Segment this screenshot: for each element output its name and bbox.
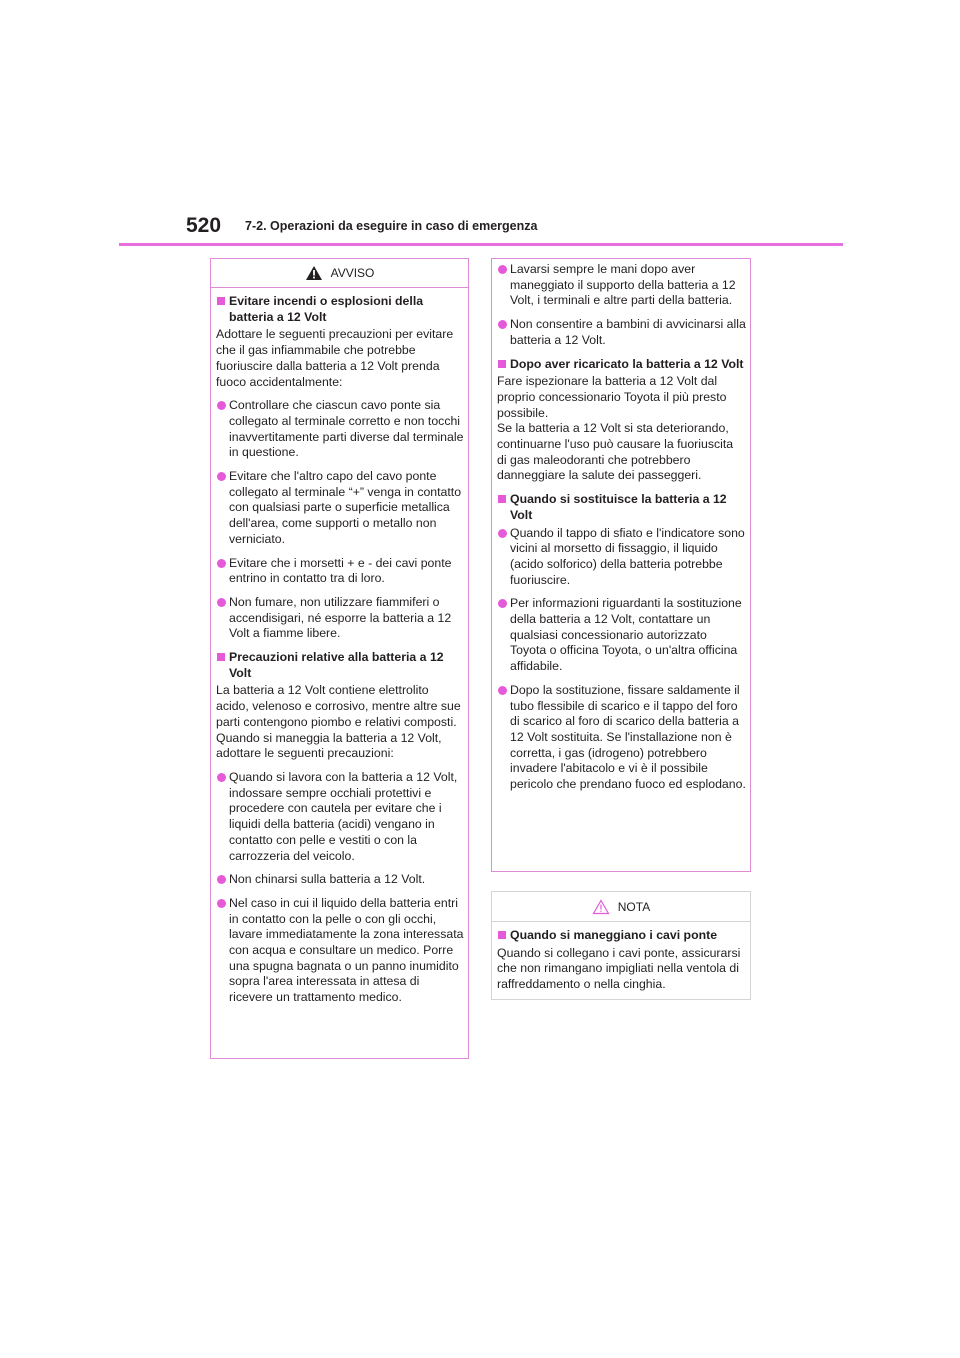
nota-box — [491, 891, 751, 1000]
avviso-left-content — [211, 288, 468, 1006]
bullet-item: Non consentire a bambini di avvicinarsi alla batteria a 12 Volt. — [497, 317, 746, 348]
avviso-box-right — [491, 258, 751, 872]
nota-subhead: Quando si maneggiano i cavi ponte — [497, 928, 746, 944]
warning-triangle-outline-icon — [592, 899, 610, 915]
bullet-item: Per informazioni riguardanti la sostituzione della batteria a 12 Volt, contattare un qualsiasi concessionario autorizzato Toyota o officina Toyota, o un'altra officina affidabile. — [497, 596, 746, 675]
bullet-item: Evitare che i morsetti + e - dei cavi ponte entrino in contatto tra di loro. — [216, 556, 464, 587]
bullet-item: Evitare che l'altro capo del cavo ponte collegato al terminale “+” venga in contatto con qualsiasi parte o superficie metallica dell'area, come supporti o metallo non verniciato. — [216, 469, 464, 548]
paragraph: La batteria a 12 Volt contiene elettrolito acido, velenoso e corrosivo, mentre altre sue parti contengono piombo e relativi composti. Quando si maneggia la batteria a 12 Volt, adottare le seguenti precauzioni: — [216, 683, 461, 761]
bullet-item: Non chinarsi sulla batteria a 12 Volt. — [216, 872, 464, 888]
nota-content — [492, 922, 750, 993]
section-subheading: Precauzioni relative alla batteria a 12 Volt — [216, 650, 464, 681]
avviso-header — [211, 259, 468, 288]
page-number: 520 — [186, 214, 222, 237]
avviso-right-content — [492, 259, 750, 793]
bullet-item: Dopo la sostituzione, fissare saldamente il tubo flessibile di scarico e il tappo del foro di scarico al foro di scarico della batteria a 12 Volt sostituita. Se l'installazione non è corretta, i gas (idrogeno) potrebbero invadere l'abitacolo e vi è il possibile pericolo che prendano fuoco ed esplodano. — [497, 683, 746, 793]
nota-title: NOTA — [617, 899, 651, 914]
header-rule — [119, 243, 843, 246]
bullet-item: Nel caso in cui il liquido della batteria entri in contatto con la pelle o con gli occhi, lavare immediatamente la zona interessata con acqua e consultare un medico. Porre una spugna bagnata o un panno inumidito sopra l'area interessata in attesa di ricevere un trattamento medico. — [216, 896, 464, 1006]
paragraph: Fare ispezionare la batteria a 12 Volt dal proprio concessionario Toyota il più presto possibile. Se la batteria a 12 Volt si sta deteriorando, continuarne l'uso può causare la fuoriuscita di gas maleodoranti che potrebbero danneggiare la salute dei passeggeri. — [497, 374, 734, 483]
nota-paragraph: Quando si collegano i cavi ponte, assicurarsi che non rimangano impigliati nella ventola di raffreddamento o nella cinghia. — [497, 945, 741, 992]
bullet-item: Controllare che ciascun cavo ponte sia collegato al terminale corretto e non tocchi inavvertitamente parti diverse dal terminale in questione. — [216, 398, 464, 461]
section-subheading: Quando si sostituisce la batteria a 12 Volt — [497, 492, 746, 523]
section-title: 7-2. Operazioni da eseguire in caso di emergenza — [245, 219, 538, 233]
bullet-item: Non fumare, non utilizzare fiammiferi o accendisigari, né esporre la batteria a 12 Volt a fiamme libere. — [216, 595, 464, 642]
warning-triangle-filled-icon — [305, 265, 323, 281]
bullet-item: Lavarsi sempre le mani dopo aver maneggiato il supporto della batteria a 12 Volt, i terminali e altre parti della batteria. — [497, 262, 746, 309]
avviso-title: AVVISO — [330, 266, 375, 280]
bullet-item: Quando il tappo di sfiato e l'indicatore sono vicini al morsetto di fissaggio, il liquido (acido solforico) della batteria potrebbe fuoriuscire. — [497, 526, 746, 589]
avviso-box-left — [210, 258, 469, 1059]
nota-header — [492, 892, 750, 922]
paragraph: Adottare le seguenti precauzioni per evitare che il gas infiammabile che potrebbe fuoriuscire dalla batteria a 12 Volt prenda fuoco accidentalmente: — [216, 327, 454, 389]
section-subheading: Evitare incendi o esplosioni della batteria a 12 Volt — [216, 294, 464, 325]
section-subheading: Dopo aver ricaricato la batteria a 12 Volt — [497, 357, 746, 373]
bullet-item: Quando si lavora con la batteria a 12 Volt, indossare sempre occhiali protettivi e procedere con cautela per evitare che i liquidi della batteria (acidi) vengano in contatto con pelle e vestiti o con la carrozzeria del veicolo. — [216, 770, 464, 864]
